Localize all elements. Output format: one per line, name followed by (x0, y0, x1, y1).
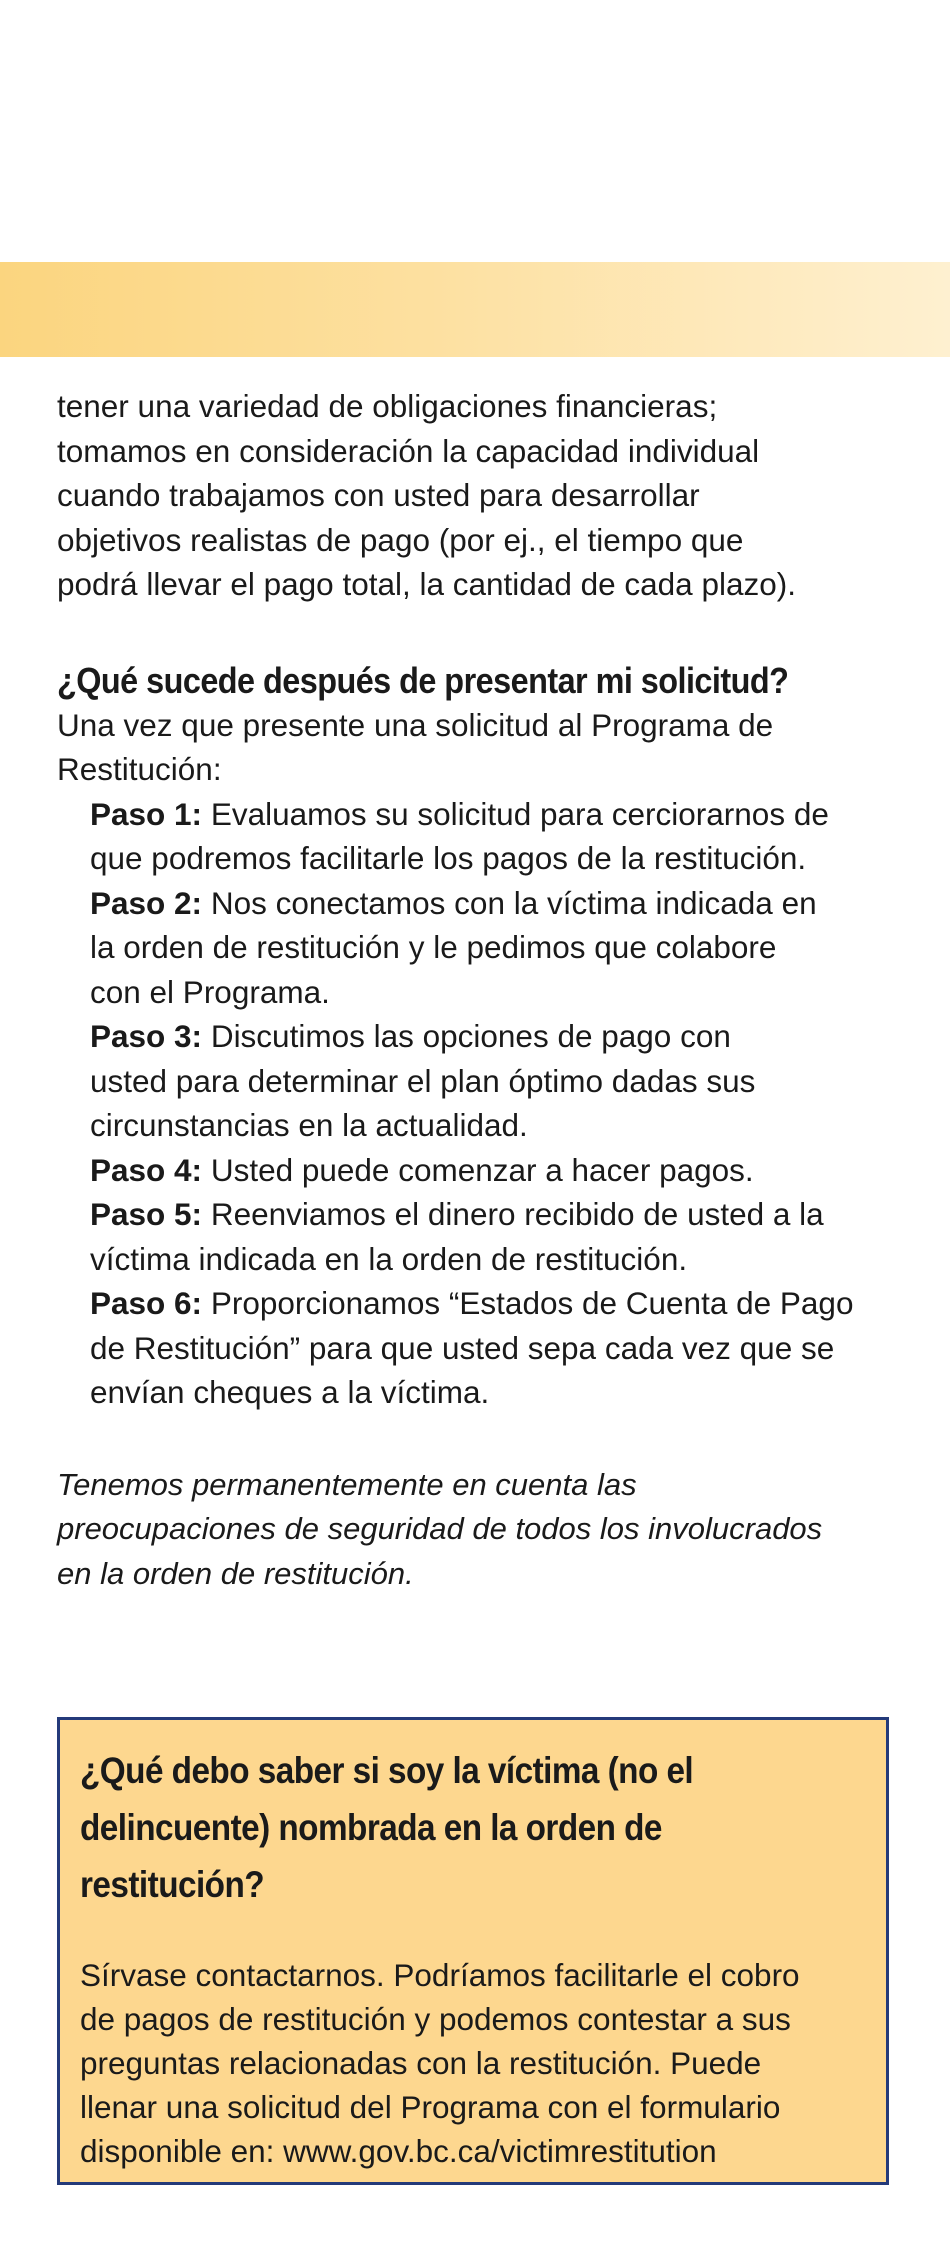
step-item-4 (90, 1148, 907, 1193)
steps-lead: Una vez que presente una solicitud al Programa de Restitución: (57, 706, 774, 787)
step-label: Paso 6: (90, 1285, 203, 1321)
step-item-6 (90, 1281, 907, 1415)
victim-box-heading: ¿Qué debo saber si soy la víctima (no el delincuente) nombrada en la orden de restitución? (80, 1750, 694, 1905)
step-text: Evaluamos su solicitud para cerciorarnos de que podremos facilitarle los pagos de la restitución. (90, 795, 829, 876)
victim-info-box (57, 1717, 889, 2185)
step-label: Paso 5: (90, 1196, 203, 1232)
step-text: Discutimos las opciones de pago con usted para determinar el plan óptimo dadas sus circunstancias en la actualidad. (90, 1018, 756, 1143)
step-label: Paso 1: (90, 795, 203, 832)
step-item-2 (90, 881, 907, 1015)
step-item-3 (90, 1014, 907, 1148)
step-text: Usted puede comenzar a hacer pagos. (202, 1151, 754, 1188)
step-label: Paso 3: (90, 1018, 203, 1054)
step-text: Proporcionamos “Estados de Cuenta de Pago de Restitución” para que usted sepa cada vez que se envían cheques a la víctima. (90, 1285, 854, 1410)
main-content (57, 384, 907, 1596)
gradient-banner (0, 262, 950, 357)
step-text: Reenviamos el dinero recibido de usted a la víctima indicada en la orden de restitución. (90, 1196, 824, 1277)
steps-list (57, 792, 907, 1415)
step-label: Paso 4: (90, 1151, 203, 1188)
step-label: Paso 2: (90, 884, 203, 921)
step-item-1 (90, 792, 907, 881)
step-text: Nos conectamos con la víctima indicada en la orden de restitución y le pedimos que colabore con el Programa. (90, 884, 817, 1010)
intro-paragraph: tener una variedad de obligaciones financieras; tomamos en consideración la capacidad individual cuando trabajamos con usted para desarrollar objetivos realistas de pago (por ej., el tiempo que podrá llevar el pago total, la cantidad de cada plazo). (57, 388, 796, 602)
safety-note: Tenemos permanentemente en cuenta las preocupaciones de seguridad de todos los involucrados en la orden de restitución. (57, 1466, 823, 1591)
section-heading-after-application: ¿Qué sucede después de presentar mi solicitud? (57, 659, 789, 701)
top-blank-area (0, 0, 950, 262)
step-item-5 (90, 1192, 907, 1281)
victim-box-body: Sírvase contactarnos. Podríamos facilitarle el cobro de pagos de restitución y podemos contestar a sus preguntas relacionadas con la restitución. Puede llenar una solicitud del Programa con el formulario disponible en: www.gov.bc.ca/victimrestitution (80, 1957, 800, 2169)
